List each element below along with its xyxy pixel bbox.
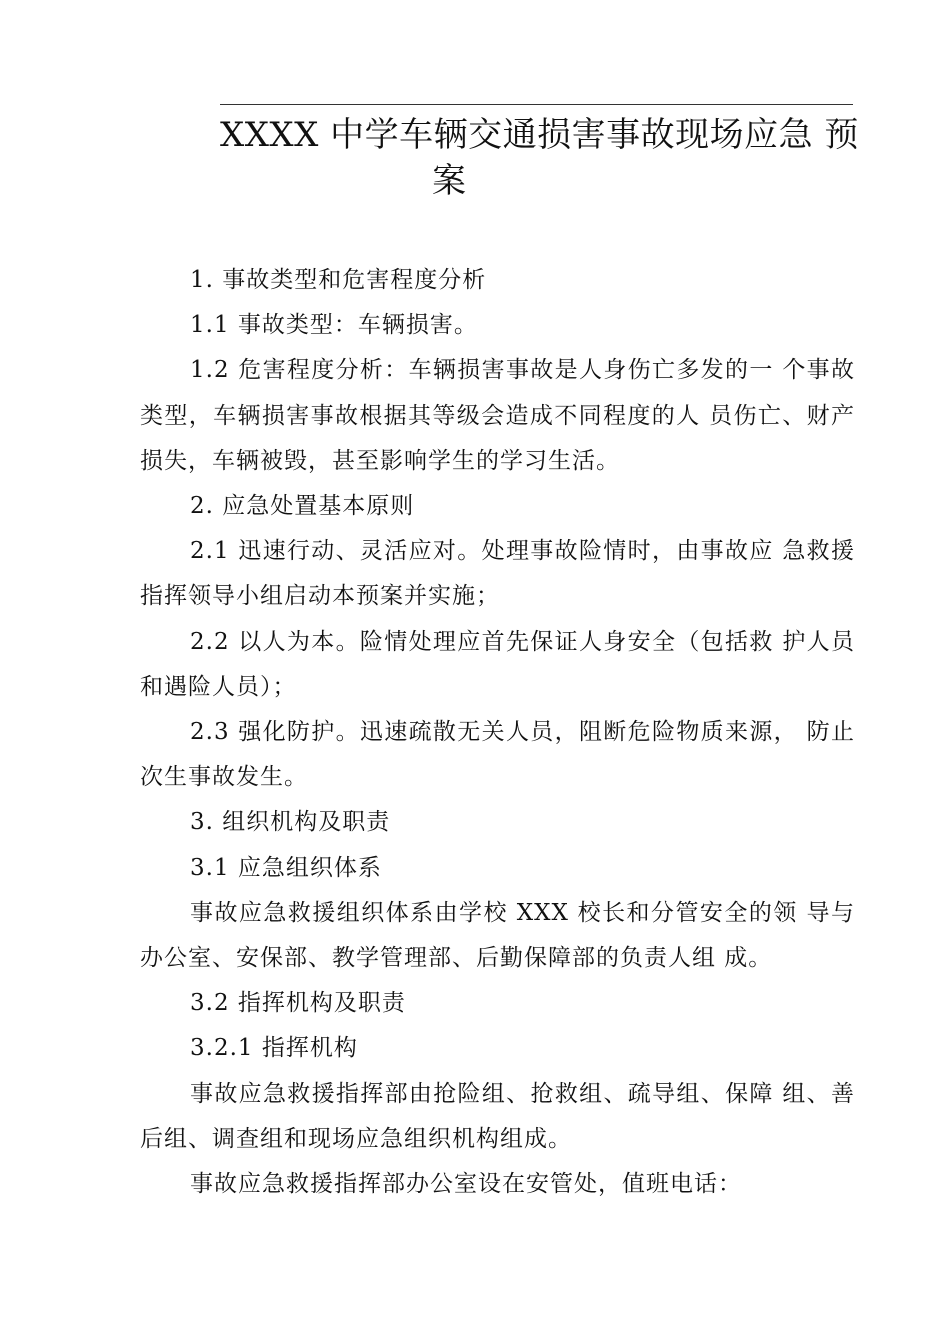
document-title — [220, 112, 860, 204]
title-line-2: 案 — [432, 161, 467, 201]
header-rule — [220, 104, 853, 105]
paragraph: 2.2 以人为本。险情处理应首先保证人身安全（包括救 护人员和遇险人员）； — [140, 628, 855, 700]
document-body — [140, 258, 855, 1207]
paragraph: 1.2 危害程度分析：车辆损害事故是人身伤亡多发的一 个事故类型，车辆损害事故根据其等级会造成不同程度的人 员伤亡、财产损失，车辆被毁，甚至影响学生的学习生活。 — [140, 357, 855, 474]
paragraph: 3.2.1 指挥机构 — [190, 1035, 358, 1062]
paragraph: 3.2 指挥机构及职责 — [190, 990, 406, 1017]
paragraph: 3. 组织机构及职责 — [190, 809, 391, 836]
paragraph: 3.1 应急组织体系 — [190, 854, 382, 881]
paragraph: 事故应急救援组织体系由学校 XXX 校长和分管安全的领 导与办公室、安保部、教学管理部、后勤保障部的负责人组 成。 — [140, 899, 855, 972]
paragraph: 2.1 迅速行动、灵活应对。处理事故险情时，由事故应 急救援指挥领导小组启动本预案并实施； — [140, 538, 855, 610]
paragraph: 事故应急救援指挥部由抢险组、抢救组、疏导组、保障 组、善后组、调查组和现场应急组织机构组成。 — [140, 1080, 855, 1152]
paragraph: 1.1 事故类型：车辆损害。 — [190, 312, 478, 339]
paragraph: 2. 应急处置基本原则 — [190, 493, 415, 520]
title-line-1: XXXX 中学车辆交通损害事故现场应急 预 — [220, 115, 859, 155]
paragraph: 1. 事故类型和危害程度分析 — [190, 267, 487, 293]
paragraph: 2.3 强化防护。迅速疏散无关人员，阻断危险物质来源， 防止次生事故发生。 — [140, 719, 855, 791]
paragraph: 事故应急救援指挥部办公室设在安管处，值班电话： — [190, 1171, 742, 1198]
